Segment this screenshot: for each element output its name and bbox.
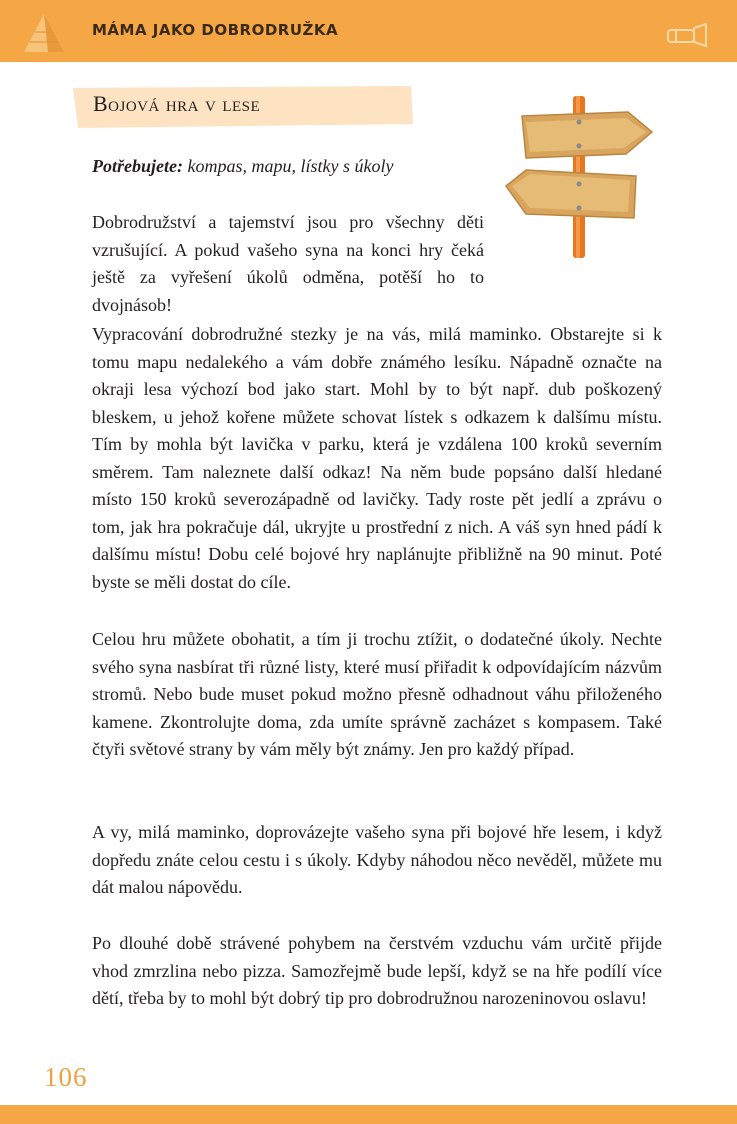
paragraph-intro: Dobrodružství a tajemství jsou pro všechny děti vzrušující. A pokud vašeho syna na konci hry čeká ještě za vyřešení úkolů odměna, potěší ho to dvojnásob! bbox=[92, 212, 484, 315]
flashlight-icon bbox=[664, 22, 710, 53]
pyramid-icon bbox=[22, 12, 66, 59]
paragraph-trail-setup: Vypracování dobrodružné stezky je na vás, milá maminko. Obstarejte si k tomu mapu nedalekého a vám dobře známého lesíku. Nápadně označte na okraji lesa výchozí bod jako start. Mohl by to být např. dub poškozený bleskem, u jehož kořene můžete schovat lístek s odkazem k dalšímu místu. Tím by mohla být lavička v parku, která je vzdálena 100 kroků severním směrem. Tam naleznete další odkaz! Na něm bude popsáno další hledané místo 150 kroků severozápadně od lavičky. Tady roste pět jedlí a zprávu o tom, jak hra pokračuje dál, ukryjte u prostřední z nich. A váš syn hned pádí k dalšímu místu! Dobu celé bojové hry naplánujte přibližně na 90 minut. Poté byste se měli dostat do cíle. bbox=[92, 324, 662, 592]
paragraph-accompany: A vy, milá maminko, doprovázejte vašeho syna při bojové hře lesem, i když dopředu znáte celou cestu i s úkoly. Kdyby náhodou něco nevěděl, můžete mu dát malou nápovědu. bbox=[92, 822, 662, 897]
wooden-signpost-icon bbox=[500, 92, 660, 267]
paragraph-reward: Po dlouhé době strávené pohybem na čerstvém vzduchu vám určitě přijde vhod zmrzlina nebo pizza. Samozřejmě bude lepší, když se na hře podílí více dětí, třeba by to mohl být dobrý tip pro dobrodružnou narozeninovou oslavu! bbox=[92, 933, 662, 1008]
paragraph-extra-tasks: Celou hru můžete obohatit, a tím ji trochu ztížit, o dodatečné úkoly. Nechte svého syna nasbírat tři různé listy, které musí přiřadit k odpovídajícím názvům stromů. Nebo bude muset pokud možno přesně odhadnout váhu přiloženého kamene. Zkontrolujte doma, zda umíte správně zacházet s kompasem. Také čtyři světové strany by vám měly být známy. Jen pro každý případ. bbox=[92, 629, 662, 759]
section-title: Bojová hra v lese bbox=[93, 91, 261, 116]
requirements-label: Potřebujete: bbox=[92, 156, 183, 176]
requirements-items: kompas, mapu, lístky s úkoly bbox=[187, 156, 394, 176]
page-number: 106 bbox=[44, 1062, 88, 1092]
requirements-line bbox=[92, 156, 393, 177]
running-header-title: MÁMA JAKO DOBRODRUŽKA bbox=[92, 21, 339, 39]
footer-bar bbox=[0, 1105, 737, 1124]
header-bar bbox=[0, 0, 737, 62]
